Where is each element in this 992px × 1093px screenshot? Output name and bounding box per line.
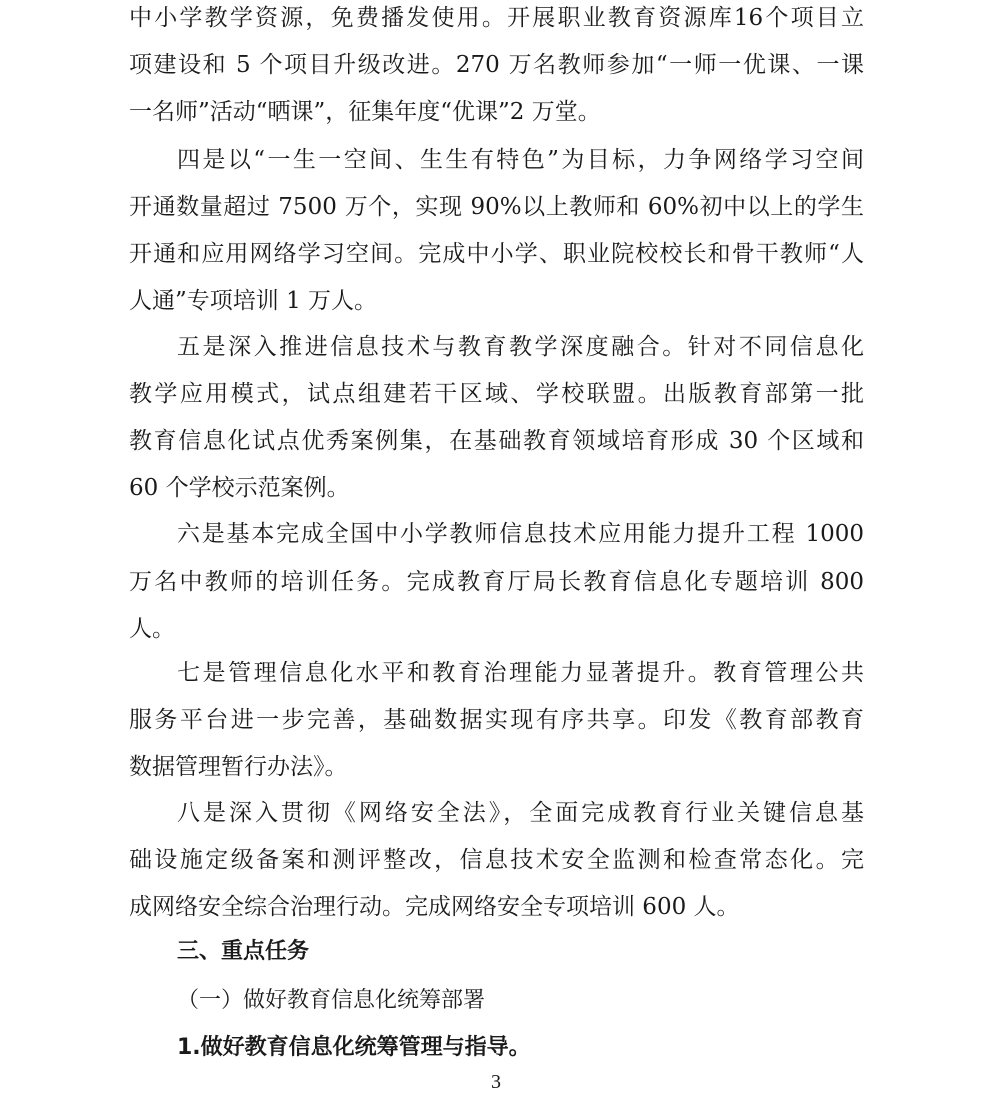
paragraph-first-line: 四是以“一生一空间、生生有特色”为目标，力争网络学习空间 bbox=[177, 147, 864, 173]
subsection-heading: （一）做好教育信息化统筹部署 bbox=[177, 988, 486, 1013]
page-number: 3 bbox=[491, 1071, 501, 1093]
body-text-line: 础设施定级备案和测评整改，信息技术安全监测和检查常态化。完 bbox=[129, 847, 864, 873]
body-text-line: 60 个学校示范案例。 bbox=[129, 475, 350, 501]
body-text-line: 中小学教学资源，免费播发使用。开展职业教育资源库16个项目立 bbox=[129, 5, 864, 31]
paragraph-first-line: 八是深入贯彻《网络安全法》，全面完成教育行业关键信息基 bbox=[177, 800, 864, 826]
body-text-line: 成网络安全综合治理行动。完成网络安全专项培训 600 人。 bbox=[129, 894, 740, 920]
paragraph-first-line: 五是深入推进信息技术与教育教学深度融合。针对不同信息化 bbox=[177, 334, 864, 360]
body-text-line: 数据管理暂行办法》。 bbox=[129, 754, 348, 780]
body-text-line: 教育信息化试点优秀案例集，在基础教育领域培育形成 30 个区域和 bbox=[129, 428, 864, 454]
item-heading: 1.做好教育信息化统筹管理与指导。 bbox=[177, 1035, 531, 1060]
body-text-line: 开通数量超过 7500 万个，实现 90%以上教师和 60%初中以上的学生 bbox=[129, 194, 864, 220]
paragraph-first-line: 七是管理信息化水平和教育治理能力显著提升。教育管理公共 bbox=[177, 660, 864, 686]
paragraph-first-line: 六是基本完成全国中小学教师信息技术应用能力提升工程 1000 bbox=[177, 521, 864, 547]
section-heading: 三、重点任务 bbox=[177, 939, 310, 964]
body-text-line: 人。 bbox=[129, 616, 175, 642]
body-text-line: 万名中教师的培训任务。完成教育厅局长教育信息化专题培训 800 bbox=[129, 569, 864, 595]
body-text-line: 一名师”活动“晒课”，征集年度“优课”2 万堂。 bbox=[129, 99, 601, 125]
body-text-line: 项建设和 5 个项目升级改进。270 万名教师参加“一师一优课、一课 bbox=[129, 52, 864, 78]
body-text-line: 开通和应用网络学习空间。完成中小学、职业院校校长和骨干教师“人 bbox=[129, 241, 864, 267]
body-text-line: 人通”专项培训 1 万人。 bbox=[129, 288, 378, 314]
body-text-line: 服务平台进一步完善，基础数据实现有序共享。印发《教育部教育 bbox=[129, 707, 864, 733]
body-text-line: 教学应用模式，试点组建若干区域、学校联盟。出版教育部第一批 bbox=[129, 381, 864, 407]
